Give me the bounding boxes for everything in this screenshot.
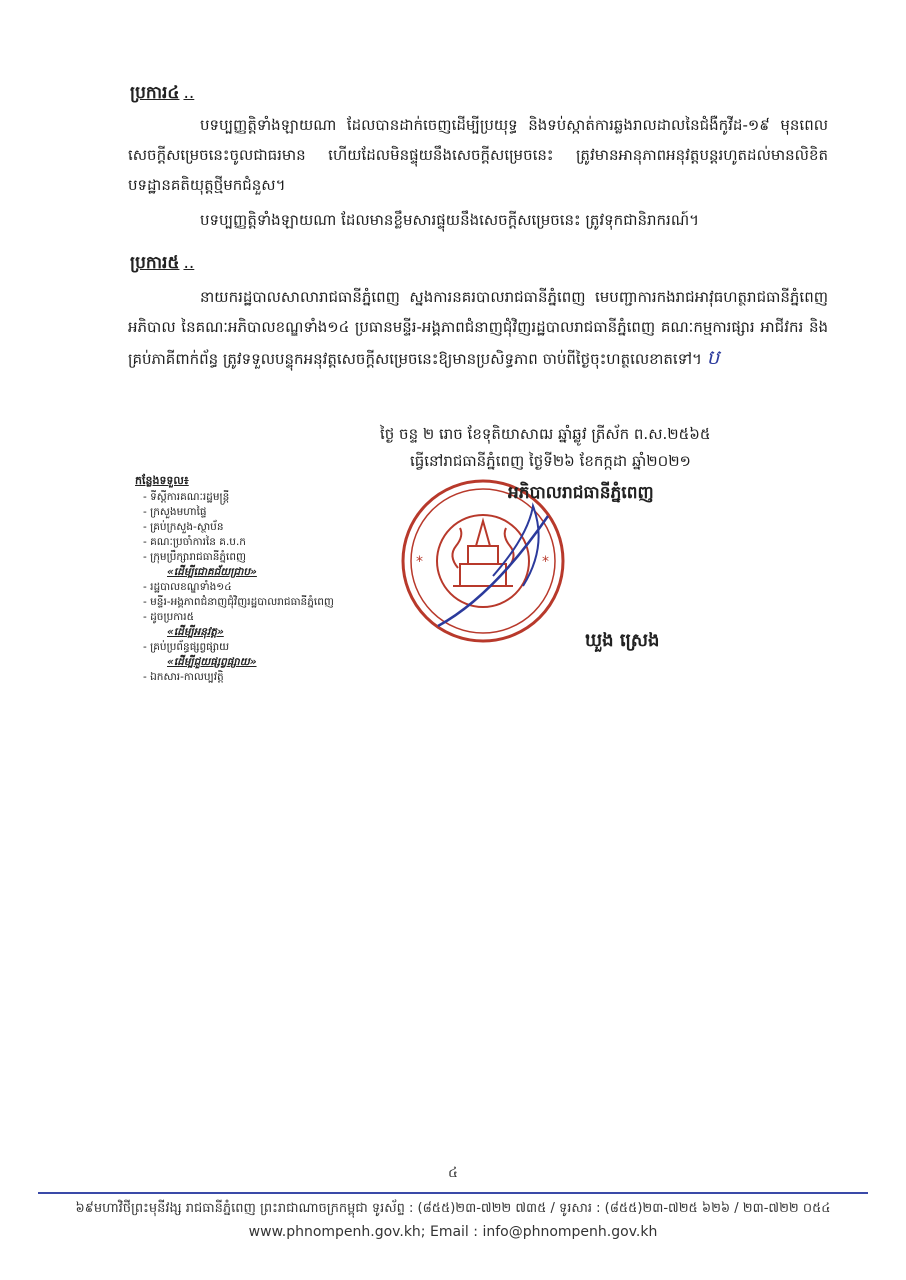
recipient-item: - មន្ទីរ-អង្គភាពជំនាញជុំវិញរដ្ឋបាលរាជធានីភ្នំពេញ	[135, 595, 375, 610]
article-4-title: ប្រការ៤	[130, 83, 180, 103]
footer-divider	[38, 1192, 868, 1194]
article-5-paragraph	[128, 282, 828, 374]
article-5-heading	[130, 252, 194, 277]
signing-office: អភិបាលរាជធានីភ្នំពេញ	[508, 483, 654, 503]
recipient-item: - ដូចប្រការ៥	[135, 610, 375, 625]
footer-contact	[0, 1224, 906, 1240]
recipient-purpose: «ដើម្បីជោគជ័យជ្រាប»	[167, 566, 257, 578]
recipient-item: - ឯកសារ-កាលប្បវត្តិ	[135, 670, 375, 685]
article-4-paragraph-2: បទប្បញ្ញត្តិទាំងឡាយណា ដែលមានខ្លឹមសារផ្ទុយនឹងសេចក្តីសម្រេចនេះ ត្រូវទុកជានិរាករណ៍។	[200, 211, 700, 229]
footer-email-label: Email :	[429, 1224, 478, 1240]
article-5-text: នាយករដ្ឋបាលសាលារាជធានីភ្នំពេញ ស្នងការនគរបាលរាជធានីភ្នំពេញ មេបញ្ជាការកងរាជអាវុធហត្ថរាជធានីភ្នំពេញ អភិបាល នៃគណៈអភិបាលខណ្ឌទាំង១៤ ប្រធានមន្ទីរ-អង្គភាពជំនាញជុំវិញរដ្ឋបាលរាជធានីភ្នំពេញ គណៈកម្មការផ្សារ អាជីវករ និងគ្រប់ភាគីពាក់ព័ន្ធ ត្រូវទទួលបន្ទុកអនុវត្តសេចក្តីសម្រេចនេះឱ្យមានប្រសិទ្ធភាព ចាប់ពីថ្ងៃចុះហត្ថលេខាតទៅ។	[128, 288, 828, 368]
recipient-item: - រដ្ឋបាលខណ្ឌទាំង១៤	[135, 580, 375, 595]
page-number: ៤	[448, 1165, 458, 1181]
footer-website-link[interactable]: www.phnompenh.gov.kh;	[248, 1224, 426, 1240]
signer-name: ឃួង ស្រេង	[585, 630, 660, 651]
seal-star-right: *	[542, 554, 549, 570]
article-4-dots: ..	[183, 83, 195, 103]
recipients-list	[135, 473, 375, 685]
recipient-purpose: «ដើម្បីជួយផ្សព្វផ្សាយ»	[167, 656, 257, 668]
lunar-date-line: ថ្ងៃ ចន្ទ ២ រោច ខែទុតិយាសាឍ ឆ្នាំឆ្លូវ ត្រីស័ក ព.ស.២៥៦៥	[380, 425, 711, 443]
seal-star-left: *	[416, 554, 423, 570]
article-4-heading	[130, 82, 194, 107]
handwritten-initials: ប	[706, 345, 720, 369]
recipient-item: - គ្រប់ក្រសួង-ស្ថាប័ន	[135, 520, 375, 535]
solar-date-line: ធ្វើនៅរាជធានីភ្នំពេញ ថ្ងៃទី២៦ ខែកក្កដា ឆ្នាំ២០២១	[410, 452, 691, 470]
recipient-item: - ក្រសួងមហាផ្ទៃ	[135, 505, 375, 520]
recipient-purpose: «ដើម្បីអនុវត្ត»	[167, 626, 224, 638]
recipient-item: - គណៈប្រចាំការនៃ គ.ប.ក	[135, 535, 375, 550]
seal-inner-ring	[411, 489, 555, 633]
article-5-title: ប្រការ៥	[130, 253, 180, 273]
article-5-dots: ..	[183, 253, 195, 273]
footer-address: ៦៩មហាវិថីព្រះមុនីវង្ស រាជធានីភ្នំពេញ ព្រះរាជាណាចក្រកម្ពុជា ទូរស័ព្ទ : (៨៥៥)២៣-៧២២ ៧៣៥ / ទូរសារ : (៨៥៥)២៣-៧២៥ ៦២៦ / ២៣-៧២២ ០៥៤	[75, 1201, 831, 1216]
recipient-item: - គ្រប់ប្រព័ន្ធផ្សព្វផ្សាយ	[135, 640, 375, 655]
article-4-paragraph-1: បទប្បញ្ញត្តិទាំងឡាយណា ដែលបានដាក់ចេញដើម្បីប្រយុទ្ធ និងទប់ស្កាត់ការឆ្លងរាលដាលនៃជំងឺកូវីដ-១៩ មុនពេលសេចក្តីសម្រេចនេះចូលជាធរមាន ហើយដែលមិនផ្ទុយនឹងសេចក្តីសម្រេចនេះ ត្រូវមានអានុភាពអនុវត្តបន្តរហូតដល់មានលិខិតបទដ្ឋានគតិយុត្តថ្មីមកជំនួស។	[128, 116, 828, 194]
recipients-heading: កន្លែងទទួល៖	[135, 474, 189, 487]
footer-email-link[interactable]: info@phnompenh.gov.kh	[482, 1224, 658, 1240]
recipient-item: - ក្រុមប្រឹក្សារាជធានីភ្នំពេញ	[135, 550, 375, 565]
recipient-item: - ទីស្តីការគណៈរដ្ឋមន្ត្រី	[135, 490, 375, 505]
seal-temple-icon	[452, 521, 513, 586]
